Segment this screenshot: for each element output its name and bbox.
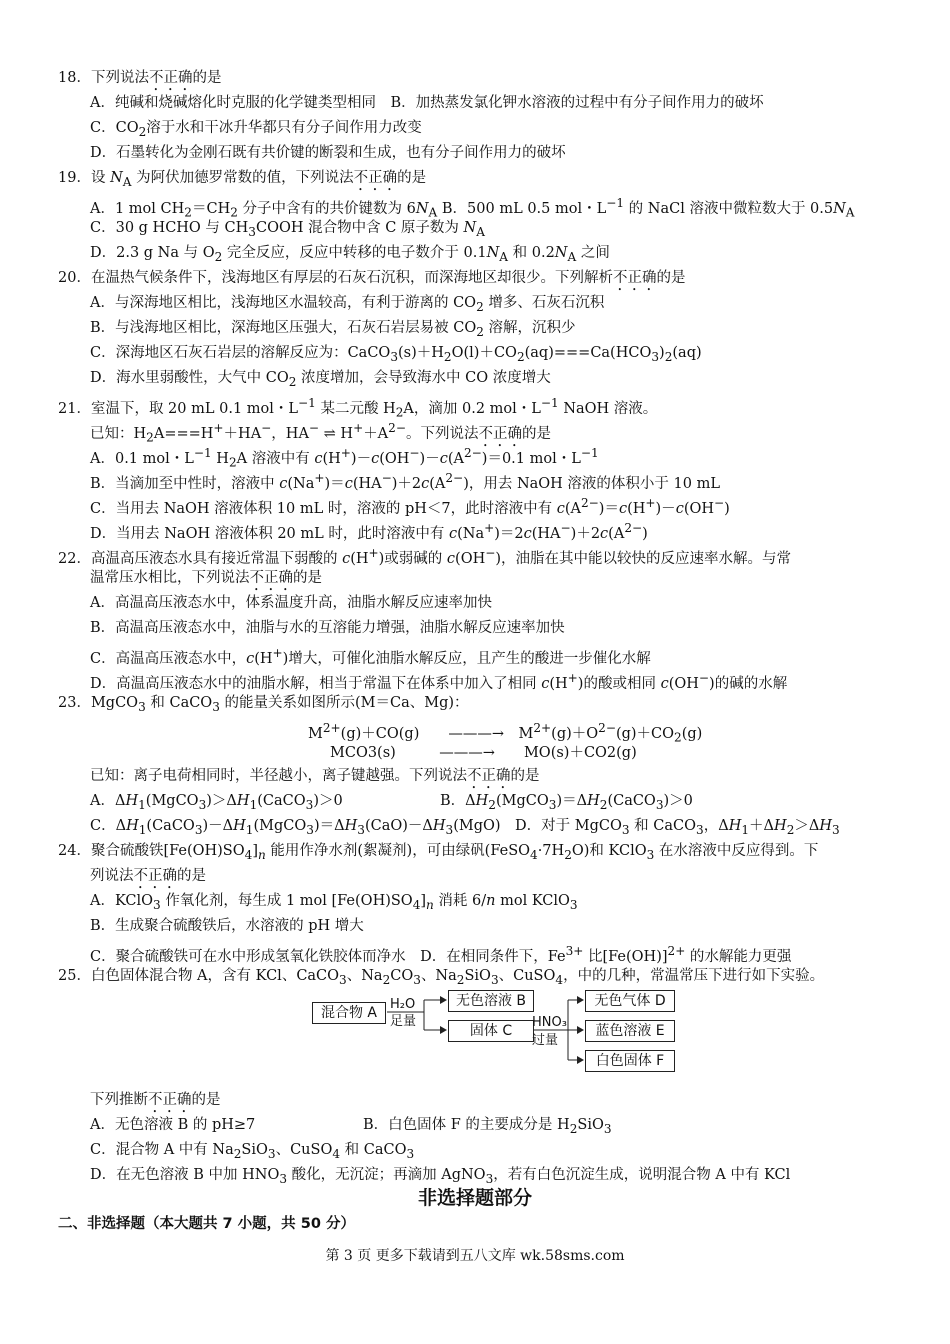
line-q24B: B．生成聚合硫酸铁后，水溶液的 pH 增大: [90, 918, 364, 934]
line-q21b: B．当滴加至中性时，溶液中 $c(Na^+)=c(HA^-)+2c(A^{2-})$，用去 NaOH 溶液的体积小于 10 mL: [90, 471, 720, 492]
line-q20b: B．与浅海地区相比，深海地区压强大，石灰石岩层易被 $CO_2$ 溶解，沉积少: [90, 320, 576, 339]
line-q21k: 已知：$H_2A===H^++HA^-$，HA− ⇌ $H^++A^{2-}$。下列说法不正确的是: [90, 421, 551, 445]
line-q22A: A．高温高压液态水中，体系温度升高，油脂水解反应速率加快: [90, 595, 492, 611]
line-q20d: D．海水里弱酸性，大气中 $CO_2$ 浓度增加，会导致海水中 CO 浓度增大: [90, 370, 551, 389]
box-solid-c: 固体 C: [448, 1020, 534, 1042]
line-q25b: B．白色固体 F 的主要成分是 $H_2SiO_3$: [363, 1117, 612, 1136]
line-q21a: A．0.1 mol・$L^{-1}$ $H_2A$ 溶液中有 $c(H^+)-c(OH^-)-c(A^{2-})=0.1$ mol・$L^{-1}$: [90, 446, 599, 470]
line-q22b: 温常压水相比，下列说法不正确的是: [90, 570, 322, 586]
line-q21c: C．当用去 NaOH 溶液体积 10 mL 时，溶液的 pH＜7，此时溶液中有 $c(A^{2-})=c(H^+)-c(OH^-)$: [90, 496, 730, 517]
line-q23k: 已知：离子电荷相同时，半径越小，离子键越强。下列说法不正确的是: [90, 768, 540, 784]
line-q21d: D．当用去 NaOH 溶液体积 20 mL 时，此时溶液中有 $c(Na^+)=2c(HA^-)+2c(A^{2-})$: [90, 521, 648, 542]
line-q19a: A．1 mol $CH_2=CH_2$ 分子中含有的共价键数为 $6N_A$ B．500 mL 0.5 mol・$L^{-1}$ 的 NaCl 溶液中微粒数大于 $0.5N_A$: [90, 196, 855, 220]
experiment-flowchart: [312, 990, 687, 1080]
line-q24C: C．聚合硫酸铁可在水中形成氢氧化铁胶体而净水 D．在相同条件下，$Fe^{3+}$ 比$[Fe(OH)]^{2+}$ 的水解能力更强: [90, 944, 792, 965]
label-excess-1: 足量: [390, 1014, 417, 1029]
box-gas-d: 无色气体 D: [585, 990, 675, 1012]
label-excess-2: 过量: [532, 1033, 559, 1048]
line-q22D: D．高温高压液态水中的油脂水解，相当于常温下在体系中加入了相同 c(H+)的酸或相同 c(OH−)的碱的水解: [90, 671, 788, 692]
line-q25c: C．混合物 A 中有 $Na_2SiO_3$、CuSO$_4$ 和 CaCO$_3$: [90, 1142, 415, 1161]
line-q25a: A．无色溶液 B 的 pH≥7: [90, 1117, 256, 1133]
line-q18c: C．$CO_2$溶于水和干冰升华都只有分子间作用力改变: [90, 120, 422, 139]
line-q18: 18．下列说法不正确的是: [58, 70, 222, 86]
line-q25d: D．在无色溶液 B 中加 $HNO_3$ 酸化，无沉淀；再滴加 AgNO$_3$，若有白色沉淀生成，说明混合物 A 中有 KCl: [90, 1167, 791, 1186]
line-q21: 21．室温下，取 20 mL 0.1 mol・$L^{-1}$ 某二元酸 $H_2A$，滴加 0.2 mol・$L^{-1}$ NaOH 溶液。: [58, 396, 658, 420]
section-title: 非选择题部分: [417, 1187, 532, 1209]
box-solution-e: 蓝色溶液 E: [585, 1020, 675, 1042]
line-q23e1: $M^{2+}(g)+CO(g)$ ———→ $M^{2+}(g)+O^{2-}(g)+CO_2(g)$: [308, 721, 703, 745]
line-q20c: C．深海地区石灰石岩层的溶解反应为：$CaCO_3(s)+H_2O(l)+CO_2(aq)===Ca(HCO_3)_2(aq)$: [90, 345, 702, 364]
line-q24: 24．聚合硫酸铁$[Fe(OH)SO_4]_n$ 能用作净水剂(絮凝剂)，可由绿矾$(FeSO_4\cdot 7H_2O)$和 KClO$_3$ 在水溶液中反应得到。下: [58, 843, 819, 862]
line-q25: 25．白色固体混合物 A，含有 KCl、CaCO$_3$、$Na_2CO_3$、$Na_2SiO_3$、CuSO$_4$，中的几种，常温常压下进行如下实验。: [58, 968, 825, 987]
label-h2o: H₂O: [390, 997, 416, 1012]
line-q22B: B．高温高压液态水中，油脂与水的互溶能力增强，油脂水解反应速率加快: [90, 620, 565, 636]
line-q24b: 列说法不正确的是: [90, 868, 206, 884]
line-q20: 20．在温热气候条件下，浅海地区有厚层的石灰石沉积，而深海地区却很少。下列解析不正确的是: [58, 270, 686, 286]
page-footer: 第 3 页 更多下载请到五八文库 wk.58sms.com: [325, 1248, 625, 1264]
line-q20a: A．与深海地区相比，浅海地区水温较高，有利于游离的 $CO_2$ 增多、石灰石沉积: [90, 295, 605, 314]
line-q19c: C．30 g HCHO 与 $CH_3COOH$ 混合物中含 C 原子数为 $N_A$: [90, 220, 485, 239]
label-hno3: HNO₃: [532, 1015, 567, 1030]
line-q23a: A．$\Delta H_1(MgCO_3)>\Delta H_1(CaCO_3)>0$: [90, 793, 343, 812]
line-q23e2: MCO3(s) ———→ MO(s)＋CO2(g): [330, 745, 637, 761]
line-q19d: D．2.3 g Na 与 $O_2$ 完全反应，反应中转移的电子数介于 $0.1N_A$ 和 $0.2N_A$ 之间: [90, 245, 610, 264]
line-q23: 23．MgCO$_3$ 和 CaCO$_3$ 的能量关系如图所示(M＝Ca、Mg)：: [58, 695, 469, 714]
section-heading: 二、非选择题（本大题共 7 小题，共 50 分）: [58, 1216, 355, 1232]
box-mixture-a: 混合物 A: [312, 1002, 386, 1024]
line-q23b: B．$\Delta H_2(MgCO_3)=\Delta H_2(CaCO_3)>0$: [440, 793, 693, 812]
line-q22: 22．高温高压液态水具有接近常温下弱酸的 c(H+)或弱碱的 c(OH−)，油脂在其中能以较快的反应速率水解。与常: [58, 546, 792, 567]
box-solid-f: 白色固体 F: [585, 1050, 675, 1072]
box-solution-b: 无色溶液 B: [448, 990, 534, 1012]
line-q18a: A．纯碱和烧碱熔化时克服的化学键类型相同 B．加热蒸发氯化钾水溶液的过程中有分子间作用力的破坏: [90, 95, 764, 111]
line-q22C: C．高温高压液态水中，c(H+)增大，可催化油脂水解反应，且产生的酸进一步催化水解: [90, 646, 651, 667]
line-q18d: D．石墨转化为金刚石既有共价键的断裂和生成，也有分子间作用力的破坏: [90, 145, 566, 161]
line-q25k: 下列推断不正确的是: [90, 1092, 221, 1108]
line-q24A: A．KClO$_3$ 作氧化剂，每生成 1 mol $[Fe(OH)SO_4]_n$ 消耗 6/n mol KClO$_3$: [90, 893, 578, 912]
line-q19: 19．设 $N_A$ 为阿伏加德罗常数的值，下列说法不正确的是: [58, 170, 427, 189]
line-q23c: C．$\Delta H_1(CaCO_3)-\Delta H_1(MgCO_3)=\Delta H_3(CaO)-\Delta H_3(MgO)$ D．对于 MgCO$_3$ 和 CaCO$_3$，$\Delta H_1+\Delta H_2>\Delta H_3$: [90, 818, 840, 837]
